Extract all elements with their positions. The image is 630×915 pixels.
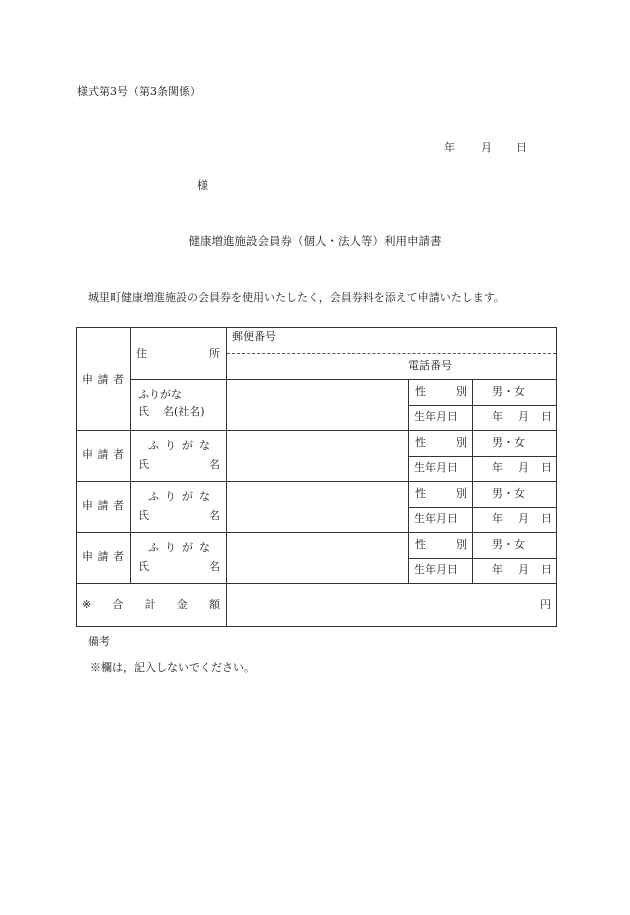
- birth-month-label: 月: [518, 410, 529, 423]
- spread-char: ふ: [148, 541, 159, 554]
- applicant-label-text: [82, 500, 124, 511]
- gender-label: [415, 539, 467, 550]
- birth-day-label: 日: [541, 461, 552, 474]
- applicant-label-text: [82, 551, 124, 562]
- spread-char: り: [165, 439, 176, 452]
- spread-char: 金: [176, 598, 188, 611]
- remarks-note: ※欄は，記入しないでください。: [90, 661, 255, 674]
- total-amount-label-text: [82, 599, 220, 610]
- date-day-label: 日: [516, 141, 527, 154]
- address-dashed-divider: [227, 353, 556, 354]
- applicant-label-text: [82, 374, 124, 385]
- postal-code-label: 郵便番号: [232, 330, 276, 343]
- birth-day-label: 日: [541, 563, 552, 576]
- gender-options[interactable]: 男・女: [492, 538, 525, 551]
- form-number: 様式第3号（第3条関係）: [77, 85, 201, 98]
- birthdate-label: 生年月日: [414, 410, 458, 423]
- row-divider: [76, 430, 557, 431]
- spread-char: 請: [97, 448, 109, 461]
- row-divider: [408, 558, 557, 559]
- spread-char: 者: [113, 373, 124, 386]
- spread-char: 氏: [138, 458, 149, 471]
- gender-options[interactable]: 男・女: [492, 436, 525, 449]
- spread-char: 請: [97, 373, 109, 386]
- spread-char: ※: [82, 598, 92, 611]
- spread-char: 別: [456, 487, 467, 500]
- table-border-right: [556, 327, 557, 627]
- table-border-left: [76, 327, 77, 627]
- name-label-text: [138, 561, 220, 572]
- gender-label: [415, 437, 467, 448]
- furigana-label-text: [148, 440, 210, 451]
- spread-char: が: [182, 439, 193, 452]
- gender-label-text: [415, 437, 467, 448]
- spread-char: 所: [209, 347, 220, 360]
- spread-char: 申: [82, 499, 93, 512]
- birth-year-label: 年: [492, 461, 503, 474]
- spread-char: ふ: [148, 439, 159, 452]
- birthdate-label: 生年月日: [414, 461, 458, 474]
- spread-char: 額: [208, 598, 220, 611]
- spread-char: 名: [209, 560, 220, 573]
- furigana-label: [148, 440, 210, 451]
- name-corp-label: 名(社名): [163, 405, 205, 418]
- spread-char: 名: [209, 509, 220, 522]
- table-border-bottom: [76, 626, 557, 627]
- name-input[interactable]: [230, 387, 402, 405]
- spread-char: 申: [82, 448, 93, 461]
- total-amount-label: [82, 599, 220, 610]
- furigana-label: ふりがな: [138, 388, 182, 401]
- row-divider: [76, 481, 557, 482]
- applicant-label: [82, 551, 124, 562]
- furigana-label: [148, 491, 210, 502]
- row-divider: [76, 583, 557, 584]
- birth-month-label: 月: [518, 512, 529, 525]
- spread-char: 名: [209, 458, 220, 471]
- spread-char: 別: [456, 385, 467, 398]
- row-divider: [130, 379, 557, 380]
- spread-char: 別: [456, 436, 467, 449]
- applicant-label: [82, 500, 124, 511]
- birth-year-label: 年: [492, 410, 503, 423]
- applicant-label: [82, 449, 124, 460]
- row-divider: [76, 532, 557, 533]
- date-month-label: 月: [481, 141, 492, 154]
- row-divider: [408, 507, 557, 508]
- spread-char: 性: [415, 538, 426, 551]
- spread-char: 住: [136, 347, 147, 360]
- spread-char: 氏: [138, 509, 149, 522]
- remarks-label: 備考: [88, 635, 110, 648]
- name-label-surname: 氏: [138, 405, 149, 418]
- spread-char: り: [165, 541, 176, 554]
- addressee-suffix: 様: [197, 179, 208, 192]
- spread-char: 者: [113, 550, 124, 563]
- spread-char: 者: [113, 499, 124, 512]
- row-divider: [408, 405, 557, 406]
- name-label: [138, 510, 220, 521]
- applicant-label: [82, 374, 124, 385]
- spread-char: 性: [415, 385, 426, 398]
- spread-char: 氏: [138, 560, 149, 573]
- gender-label-text: [415, 386, 467, 397]
- spread-char: 合: [112, 598, 124, 611]
- gender-label: [415, 386, 467, 397]
- name-label: [138, 459, 220, 470]
- spread-char: ふ: [148, 490, 159, 503]
- date-year-label: 年: [444, 141, 455, 154]
- spread-char: が: [182, 541, 193, 554]
- name-label-text: [138, 459, 220, 470]
- spread-char: 申: [82, 550, 93, 563]
- spread-char: が: [182, 490, 193, 503]
- birth-day-label: 日: [541, 512, 552, 525]
- spread-char: 請: [97, 550, 109, 563]
- phone-label: 電話番号: [408, 359, 452, 372]
- col-divider: [408, 379, 409, 583]
- furigana-label-text: [148, 542, 210, 553]
- col-divider: [226, 327, 227, 627]
- address-label: [136, 348, 220, 359]
- currency-unit: 円: [540, 598, 551, 611]
- spread-char: 申: [82, 373, 93, 386]
- table-border-top: [76, 327, 557, 328]
- spread-char: 計: [144, 598, 156, 611]
- gender-label: [415, 488, 467, 499]
- spread-char: 別: [456, 538, 467, 551]
- birth-month-label: 月: [518, 563, 529, 576]
- spread-char: 性: [415, 487, 426, 500]
- row-divider: [408, 456, 557, 457]
- col-divider: [472, 379, 473, 583]
- birthdate-label: 生年月日: [414, 512, 458, 525]
- spread-char: 者: [113, 448, 124, 461]
- furigana-label: [148, 542, 210, 553]
- col-divider: [130, 327, 131, 583]
- birthdate-label: 生年月日: [414, 563, 458, 576]
- birth-year-label: 年: [492, 512, 503, 525]
- name-label-text: [138, 510, 220, 521]
- spread-char: な: [199, 541, 210, 554]
- gender-options[interactable]: 男・女: [492, 487, 525, 500]
- intro-text: 城里町健康増進施設の会員券を使用いたしたく，会員券料を添えて申請いたします。: [88, 291, 505, 304]
- spread-char: な: [199, 439, 210, 452]
- furigana-label-text: [148, 491, 210, 502]
- gender-label-text: [415, 488, 467, 499]
- birth-month-label: 月: [518, 461, 529, 474]
- form-title: 健康増進施設会員券（個人・法人等）利用申請書: [188, 234, 442, 248]
- address-label-text: [136, 348, 220, 359]
- name-label: [138, 561, 220, 572]
- spread-char: り: [165, 490, 176, 503]
- gender-label-text: [415, 539, 467, 550]
- spread-char: な: [199, 490, 210, 503]
- gender-options[interactable]: 男・女: [492, 385, 525, 398]
- birth-day-label: 日: [541, 410, 552, 423]
- spread-char: 請: [97, 499, 109, 512]
- spread-char: 性: [415, 436, 426, 449]
- birth-year-label: 年: [492, 563, 503, 576]
- applicant-label-text: [82, 449, 124, 460]
